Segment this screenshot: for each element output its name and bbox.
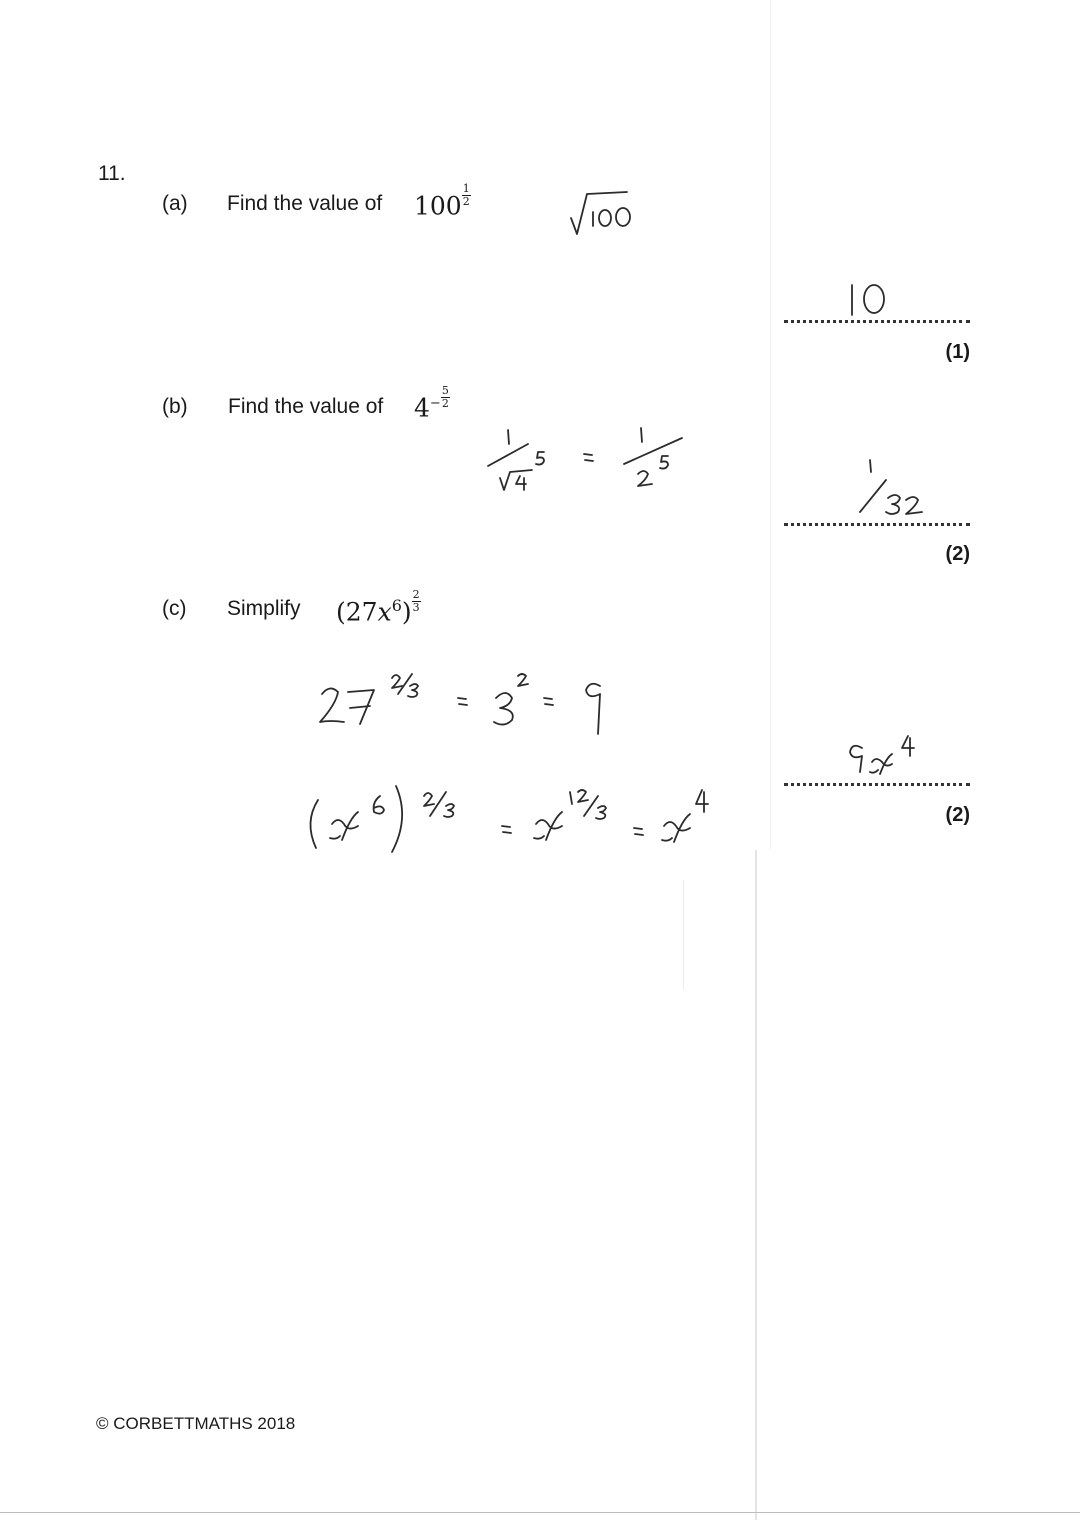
part-c-working-line-1	[310, 664, 620, 738]
part-c-working-line-2	[300, 778, 720, 858]
part-c-variable: x	[377, 597, 392, 627]
scan-artifact-bottom-edge	[0, 1512, 1080, 1513]
part-b-label: (b)	[162, 395, 188, 418]
part-a-label: (a)	[162, 192, 188, 215]
scan-artifact-vertical	[755, 850, 757, 1520]
part-c-answer-line	[784, 783, 970, 786]
part-c-expression	[336, 590, 421, 626]
part-b-working	[484, 424, 694, 504]
part-a-answer-line	[784, 320, 970, 323]
part-c-exponent: $\frac{2}{3}$	[412, 588, 420, 614]
part-b-instruction: Find the value of	[228, 395, 384, 418]
copyright-footer: © CORBETTMATHS 2018	[96, 1414, 296, 1433]
part-b-answer-line	[784, 523, 970, 526]
part-b-answer	[852, 456, 932, 518]
scan-artifact-vertical-faint	[683, 880, 684, 990]
part-c-marks: (2)	[945, 804, 970, 826]
part-c-label: (c)	[162, 597, 187, 620]
part-c-answer	[846, 730, 936, 780]
part-c-open: (27	[336, 597, 378, 627]
part-c-instruction: Simplify	[227, 597, 301, 620]
part-b-exponent: $\frac{5}{2}$	[441, 384, 449, 410]
part-a-exponent: $\frac{1}{2}$	[462, 182, 470, 208]
part-c-variable-exponent: 6	[391, 596, 402, 615]
part-b-expression: 4− $\frac{5}{2}$	[414, 384, 449, 423]
part-b-base: 4	[414, 393, 430, 423]
question-number: 11.	[98, 162, 126, 185]
scan-artifact-vertical-top	[770, 0, 771, 850]
part-a-instruction: Find the value of	[227, 192, 383, 215]
part-b-marks: (2)	[945, 543, 970, 565]
part-a-expression	[414, 184, 471, 220]
part-a-answer	[846, 282, 896, 322]
part-c-close: )	[401, 597, 412, 627]
part-a-marks: (1)	[945, 341, 970, 363]
part-a-base: 100	[414, 191, 462, 221]
part-a-working	[565, 188, 665, 250]
